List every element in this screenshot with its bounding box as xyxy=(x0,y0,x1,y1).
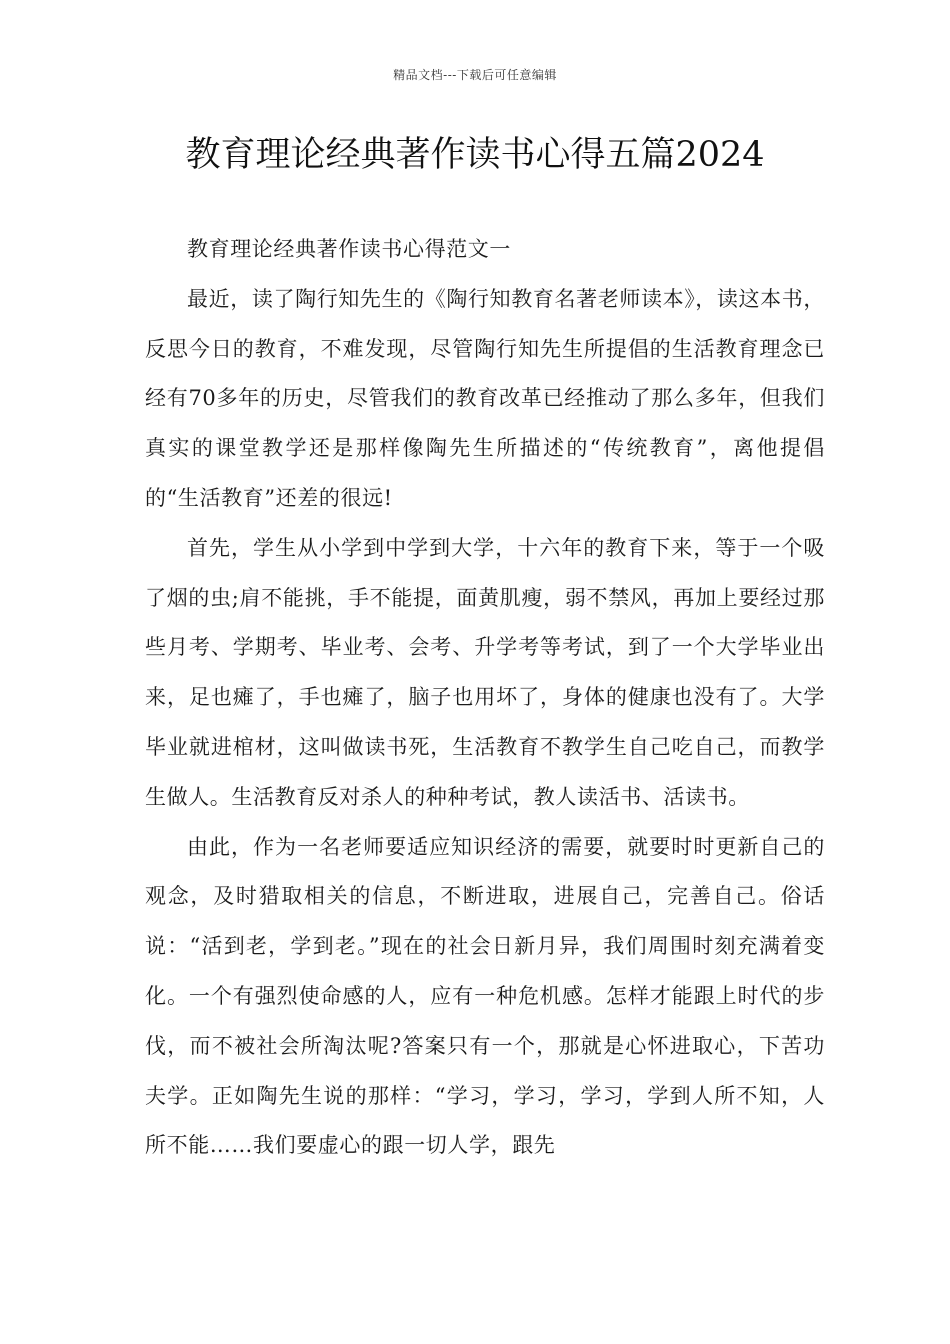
document-body xyxy=(145,225,825,1171)
section-heading: 教育理论经典著作读书心得范文一 xyxy=(187,237,511,261)
header-note: 精品文档---下载后可任意编辑 xyxy=(393,68,557,82)
paragraph: 首先，学生从小学到中学到大学，十六年的教育下来，等于一个吸了烟的虫;肩不能挑，手不能提，面黄肌瘦，弱不禁风，再加上要经过那些月考、学期考、毕业考、会考、升学考等考试，到了一个大学毕业出来，足也瘫了，手也瘫了，脑子也用坏了，身体的健康也没有了。大学毕业就进棺材，这叫做读书死，生活教育不教学生自己吃自己，而教学生做人。生活教育反对杀人的种种考试，教人读活书、活读书。 xyxy=(145,535,825,809)
document-title: 教育理论经典著作读书心得五篇2024 xyxy=(185,135,765,175)
paragraph: 最近，读了陶行知先生的《陶行知教育名著老师读本》，读这本书，反思今日的教育，不难发现，尽管陶行知先生所提倡的生活教育理念已经有70多年的历史，尽管我们的教育改革已经推动了那么多年，但我们真实的课堂教学还是那样像陶先生所描述的“传统教育”，离他提倡的“生活教育”还差的很远! xyxy=(145,286,825,510)
paragraph: 由此，作为一名老师要适应知识经济的需要，就要时时更新自己的观念，及时猎取相关的信息，不断进取，进展自己，完善自己。俗话说：“活到老，学到老。”现在的社会日新月异，我们周围时刻充满着变化。一个有强烈使命感的人，应有一种危机感。怎样才能跟上时代的步伐，而不被社会所淘汰呢?答案只有一个，那就是心怀进取心，下苦功夫学。正如陶先生说的那样：“学习，学习，学习，学到人所不知，人所不能……我们要虚心的跟一切人学，跟先 xyxy=(145,834,825,1158)
